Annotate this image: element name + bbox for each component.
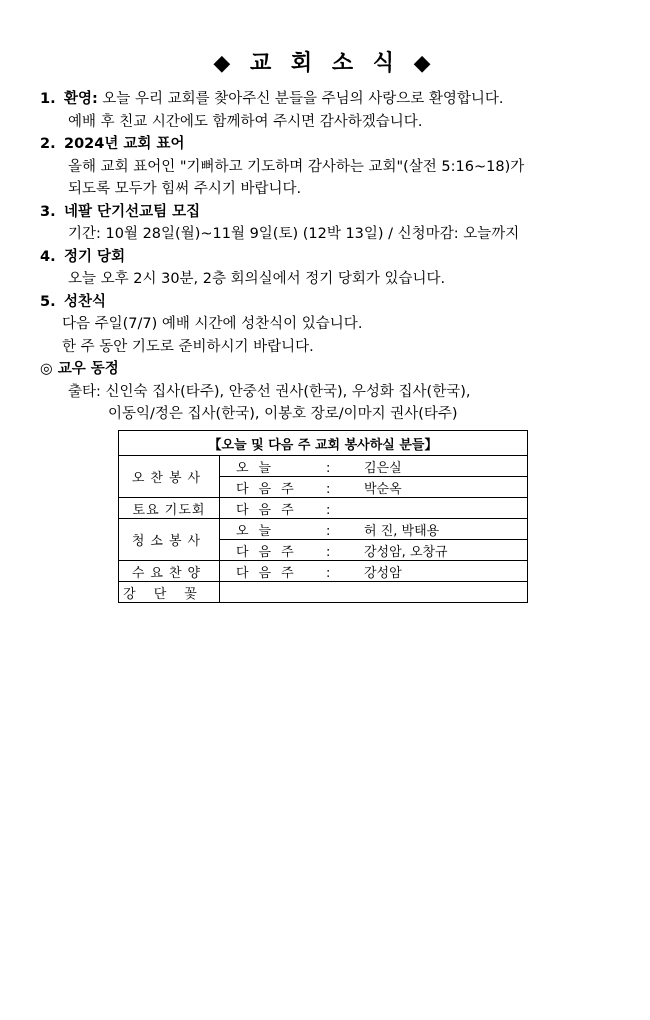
table-row: 다음주 : 박순옥 [119,477,528,498]
category-cell: 오찬봉사 [119,456,220,498]
member-news-line: 이동익/정은 집사(한국), 이봉호 장로/이마지 권사(타주) [108,406,458,422]
names-cell: 김은실 [364,460,402,476]
item-1-line: 예배 후 친교 시간에도 함께하여 주시면 감사하겠습니다. [68,113,423,130]
item-heading: 정기 당회 [64,248,126,265]
category-cell: 강단꽃 [119,582,220,603]
item-number: 3. [40,203,56,220]
item-text: 오늘 우리 교회를 찾아주신 분들을 주님의 사랑으로 환영합니다. [97,91,504,107]
item-4-line: 오늘 오후 2시 30분, 2층 회의실에서 정기 당회가 있습니다. [68,271,446,287]
member-news-line: 출타: 신인숙 집사(타주), 안중선 권사(한국), 우성화 집사(한국), [68,383,471,400]
item-heading: 2024년 교회 표어 [64,136,185,152]
item-heading: 네팔 단기선교팀 모집 [64,203,201,220]
item-1-head [40,88,630,111]
item-heading: 교우 동정 [57,361,119,377]
table-row [119,582,528,603]
empty-cell [220,582,528,603]
item-5-head [40,291,630,314]
table-row: 오찬봉사 오늘 : 김은실 [119,456,528,477]
item-2-line: 되도록 모두가 힘써 주시기 바랍니다. [68,181,302,197]
page-title: ◆ 교 회 소 식 ◆ [213,51,437,76]
category-cell: 청소봉사 [119,519,220,561]
item-heading: 환영: [64,91,98,107]
week-label: 다음주 [236,565,304,581]
week-label: 오늘 [236,460,282,476]
item-2-head [40,133,630,156]
week-label: 다음주 [236,544,304,560]
item-number: 2. [40,136,56,152]
names-cell: 강성암, 오창규 [364,544,448,560]
week-label: 오늘 [236,523,282,539]
table-row: 수요찬양 다음주 : 강성암 [119,561,528,582]
item-number: 4. [40,248,56,265]
names-cell: 허 진, 박태용 [364,523,440,539]
member-news-head [40,358,630,381]
service-table [118,430,528,603]
service-table-caption: 【오늘 및 다음 주 교회 봉사하실 분들】 [119,431,528,456]
category-cell: 수요찬양 [119,561,220,582]
item-3-head [40,201,630,224]
item-3-line: 기간: 10월 28일(월)~11월 9일(토) (12박 13일) / 신청마감: 오늘까지 [68,226,520,242]
item-5-line: 한 주 동안 기도로 준비하시기 바랍니다. [62,338,314,355]
announcements [40,88,630,426]
table-row: 토요 기도회 다음주 : [119,498,528,519]
item-5-line: 다음 주일(7/7) 예배 시간에 성찬식이 있습니다. [62,316,363,332]
item-number: 1. [40,91,56,107]
item-4-head [40,246,630,269]
week-label: 다음주 [236,502,304,518]
table-row: 청소봉사 오늘 : 허 진, 박태용 [119,519,528,540]
names-cell: 강성암 [364,565,402,581]
item-2-line: 올해 교회 표어인 "기뻐하고 기도하며 감사하는 교회"(살전 5:16~18)가 [68,158,525,175]
table-row: 다음주 : 강성암, 오창규 [119,540,528,561]
item-number: 5. [40,293,56,310]
names-cell: 박순옥 [364,481,402,497]
category-cell: 토요 기도회 [119,498,220,519]
week-label: 다음주 [236,481,304,497]
item-heading: 성찬식 [64,293,107,310]
circle-marker-icon: ◎ [40,361,53,377]
